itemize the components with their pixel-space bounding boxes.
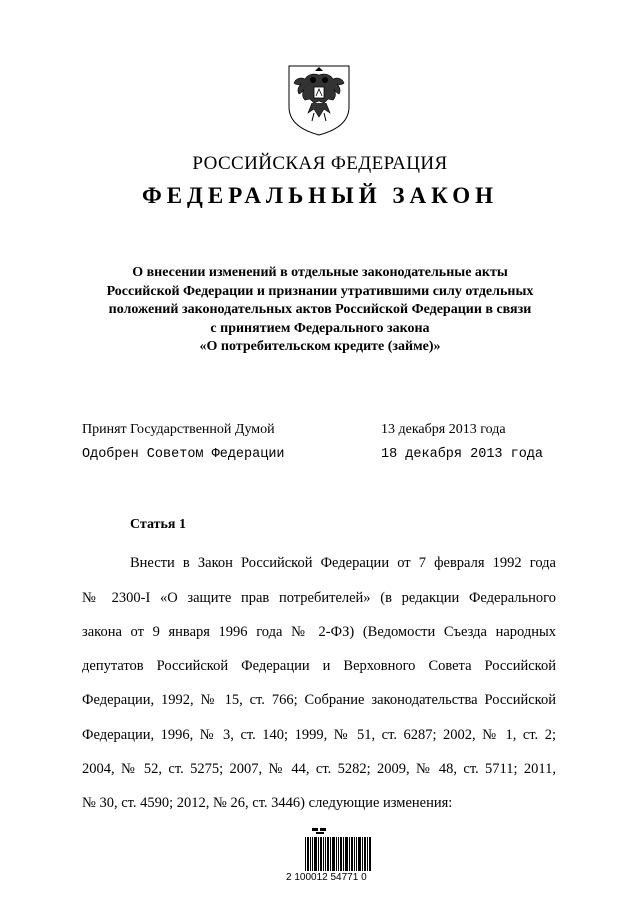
council-approval-label: Одобрен Советом Федерации: [82, 447, 285, 462]
duma-adoption-label: Принят Государственной Думой: [82, 422, 275, 437]
article-text-line: Внести в Закон Российской Федерации от 7 февраля 1992 года: [130, 555, 556, 571]
barcode-marker-icon: [310, 826, 330, 836]
article-text-line: Федерации, 1992, № 15, ст. 766; Собрание законодательства Российской: [82, 692, 556, 708]
council-approval-date: 18 декабря 2013 года: [381, 447, 544, 462]
barcode-icon: [305, 837, 372, 871]
country-name: РОССИЙСКАЯ ФЕДЕРАЦИЯ: [192, 153, 448, 174]
article-text-line: 2004, № 52, ст. 5275; 2007, № 44, ст. 5282; 2009, № 48, ст. 5711; 2011,: [82, 761, 556, 777]
duma-adoption-date: 13 декабря 2013 года: [381, 422, 506, 437]
article-heading: Статья 1: [130, 517, 186, 532]
law-title-line: Российской Федерации и признании утратившими силу отдельных: [106, 283, 534, 299]
law-title: [80, 264, 560, 357]
law-title-line: с принятием Федерального закона: [210, 320, 430, 336]
law-title-line: положений законодательных актов Российской Федерации в связи: [108, 302, 532, 317]
law-title-line: О внесении изменений в отдельные законодательные акты: [132, 265, 508, 280]
russian-coat-of-arms-icon: [286, 63, 352, 137]
barcode-number: 2 100012 54771 0: [286, 872, 367, 883]
article-text-line: № 2300-I «О защите прав потребителей» (в редакции Федерального: [82, 590, 556, 606]
article-text-line: № 30, ст. 4590; 2012, № 26, ст. 3446) следующие изменения:: [82, 795, 453, 811]
article-text-line: депутатов Российской Федерации и Верховного Совета Российской: [82, 658, 556, 674]
article-text-line: Федерации, 1996, № 3, ст. 140; 1999, № 51, ст. 6287; 2002, № 1, ст. 2;: [82, 727, 556, 743]
law-type-heading: ФЕДЕРАЛЬНЫЙ ЗАКОН: [141, 183, 499, 208]
law-title-line: «О потребительском кредите (займе)»: [199, 339, 441, 354]
article-text-line: закона от 9 января 1996 года № 2-ФЗ) (Ведомости Съезда народных: [82, 624, 556, 640]
